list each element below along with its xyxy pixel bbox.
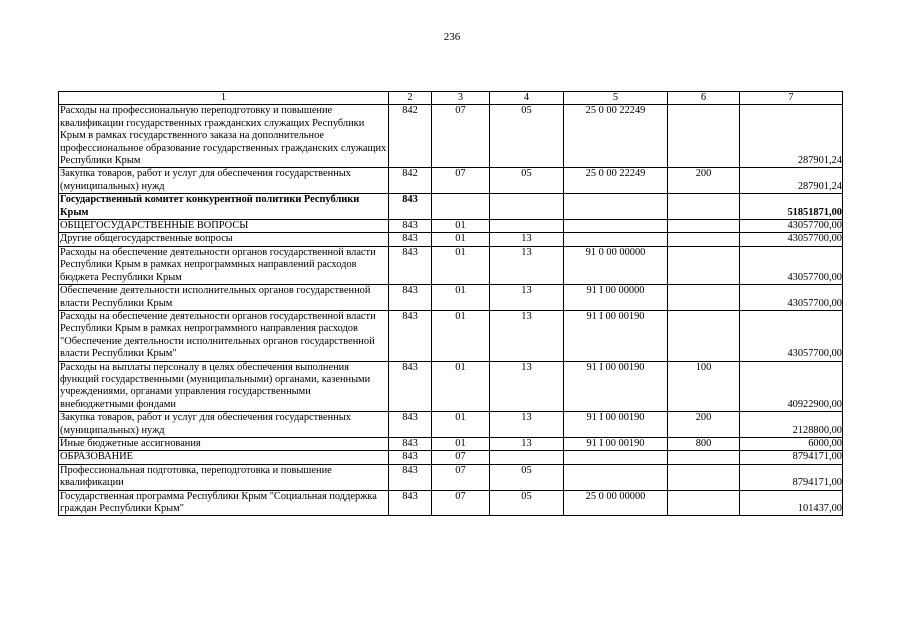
table-cell [564, 464, 668, 490]
table-cell: 843 [389, 310, 432, 361]
table-cell: 01 [432, 361, 490, 412]
table-row [59, 168, 843, 194]
table-cell: 13 [490, 233, 564, 246]
table-row [59, 194, 843, 220]
column-header: 5 [564, 92, 668, 105]
table-cell: 13 [490, 412, 564, 438]
table-cell: 07 [432, 490, 490, 516]
table-cell: 843 [389, 194, 432, 220]
table-cell: 05 [490, 168, 564, 194]
table-cell: Расходы на выплаты персоналу в целях обеспечения выполнения функций государственными (муниципальными) органами, казенными учреждениями, органами управления государственными внебюджетными фондами [59, 361, 389, 412]
table-cell: 843 [389, 220, 432, 233]
table-cell: 01 [432, 246, 490, 284]
table-cell [490, 220, 564, 233]
table-cell: 43057700,00 [740, 233, 843, 246]
table-cell: 01 [432, 412, 490, 438]
table-cell [668, 310, 740, 361]
table-cell: 843 [389, 246, 432, 284]
table-cell: Государственная программа Республики Крым "Социальная поддержка граждан Республики Крым" [59, 490, 389, 516]
table-cell: Профессиональная подготовка, переподготовка и повышение квалификации [59, 464, 389, 490]
table-cell: 13 [490, 437, 564, 450]
table-cell: 842 [389, 168, 432, 194]
table-row [59, 451, 843, 464]
table-cell: 843 [389, 233, 432, 246]
table-cell: 05 [490, 105, 564, 168]
table-cell: 43057700,00 [740, 246, 843, 284]
table-cell: 843 [389, 451, 432, 464]
table-cell: 843 [389, 490, 432, 516]
table-cell: 91 I 00 00190 [564, 437, 668, 450]
table-cell: Иные бюджетные ассигнования [59, 437, 389, 450]
table-cell: Государственный комитет конкурентной политики Республики Крым [59, 194, 389, 220]
table-row [59, 490, 843, 516]
table-cell [668, 246, 740, 284]
table-header-row [59, 92, 843, 105]
table-cell: 25 0 00 22249 [564, 105, 668, 168]
table-cell: 800 [668, 437, 740, 450]
table-cell: 101437,00 [740, 490, 843, 516]
table-cell: 07 [432, 168, 490, 194]
table-cell: Закупка товаров, работ и услуг для обеспечения государственных (муниципальных) нужд [59, 168, 389, 194]
table-cell [490, 451, 564, 464]
table-row [59, 412, 843, 438]
table-cell: 43057700,00 [740, 285, 843, 311]
table-cell: 287901,24 [740, 168, 843, 194]
table-cell: 01 [432, 310, 490, 361]
table-cell: 843 [389, 464, 432, 490]
table-cell: 13 [490, 361, 564, 412]
column-header: 1 [59, 92, 389, 105]
table-cell: ОБЩЕГОСУДАРСТВЕННЫЕ ВОПРОСЫ [59, 220, 389, 233]
table-cell: 13 [490, 285, 564, 311]
table-cell: 6000,00 [740, 437, 843, 450]
table-cell: 91 I 00 00000 [564, 285, 668, 311]
table-cell: 01 [432, 233, 490, 246]
table-cell: 25 0 00 22249 [564, 168, 668, 194]
table-cell: 40922900,00 [740, 361, 843, 412]
table-cell [490, 194, 564, 220]
table-cell: 07 [432, 464, 490, 490]
table-row [59, 437, 843, 450]
table-cell [668, 105, 740, 168]
column-header: 3 [432, 92, 490, 105]
table-cell: 2128800,00 [740, 412, 843, 438]
table-cell: 07 [432, 451, 490, 464]
table-cell [564, 220, 668, 233]
table-cell: Другие общегосударственные вопросы [59, 233, 389, 246]
table-cell: 91 I 00 00190 [564, 412, 668, 438]
table-cell [668, 451, 740, 464]
table-row [59, 464, 843, 490]
table-cell: 01 [432, 437, 490, 450]
table-cell: 43057700,00 [740, 310, 843, 361]
table-cell: Расходы на обеспечение деятельности органов государственной власти Республики Крым в рамках непрограммных направлений расходов бюджета Республики Крым [59, 246, 389, 284]
table-row [59, 233, 843, 246]
table-cell: Обеспечение деятельности исполнительных органов государственной власти Республики Крым [59, 285, 389, 311]
table-cell [668, 285, 740, 311]
table-cell [668, 194, 740, 220]
table-cell: 01 [432, 285, 490, 311]
table-cell: 287901,24 [740, 105, 843, 168]
table-cell: 51851871,00 [740, 194, 843, 220]
table-row [59, 246, 843, 284]
table-cell: Закупка товаров, работ и услуг для обеспечения государственных (муниципальных) нужд [59, 412, 389, 438]
table-cell [564, 194, 668, 220]
table-cell: 8794171,00 [740, 451, 843, 464]
table-cell: Расходы на обеспечение деятельности органов государственной власти Республики Крым в рамках непрограммного направления расходов "Обеспечение деятельности исполнительных органов государственной власти Республики Крым" [59, 310, 389, 361]
column-header: 7 [740, 92, 843, 105]
table-cell: 91 I 00 00190 [564, 310, 668, 361]
table-row [59, 220, 843, 233]
table-row [59, 361, 843, 412]
table-cell: ОБРАЗОВАНИЕ [59, 451, 389, 464]
table-cell: 25 0 00 00000 [564, 490, 668, 516]
table-cell: 843 [389, 285, 432, 311]
table-cell: 07 [432, 105, 490, 168]
table-cell: 8794171,00 [740, 464, 843, 490]
table-cell: 13 [490, 310, 564, 361]
table-cell: 91 I 00 00190 [564, 361, 668, 412]
table-cell [564, 451, 668, 464]
page-number: 236 [443, 31, 461, 43]
table-cell: 43057700,00 [740, 220, 843, 233]
table-cell [668, 220, 740, 233]
table-cell: 843 [389, 361, 432, 412]
column-header: 2 [389, 92, 432, 105]
table-cell [432, 194, 490, 220]
table-row [59, 285, 843, 311]
table-cell: 200 [668, 168, 740, 194]
table-cell: 05 [490, 490, 564, 516]
table-cell [668, 490, 740, 516]
column-header: 6 [668, 92, 740, 105]
table-cell [668, 464, 740, 490]
table-cell: 01 [432, 220, 490, 233]
table-cell: 13 [490, 246, 564, 284]
table-cell: Расходы на профессиональную переподготовку и повышение квалификации государственных гражданских служащих Республики Крым в рамках государственного заказа на дополнительное профессиональное образование государственных гражданских служащих Республики Крым [59, 105, 389, 168]
table-cell: 05 [490, 464, 564, 490]
table-cell [564, 233, 668, 246]
table-row [59, 310, 843, 361]
table-cell: 843 [389, 437, 432, 450]
table-cell: 842 [389, 105, 432, 168]
table-cell [668, 233, 740, 246]
column-header: 4 [490, 92, 564, 105]
table-cell: 200 [668, 412, 740, 438]
table-cell: 843 [389, 412, 432, 438]
table-cell: 100 [668, 361, 740, 412]
table-cell: 91 0 00 00000 [564, 246, 668, 284]
table-row [59, 105, 843, 168]
budget-table [58, 91, 843, 516]
